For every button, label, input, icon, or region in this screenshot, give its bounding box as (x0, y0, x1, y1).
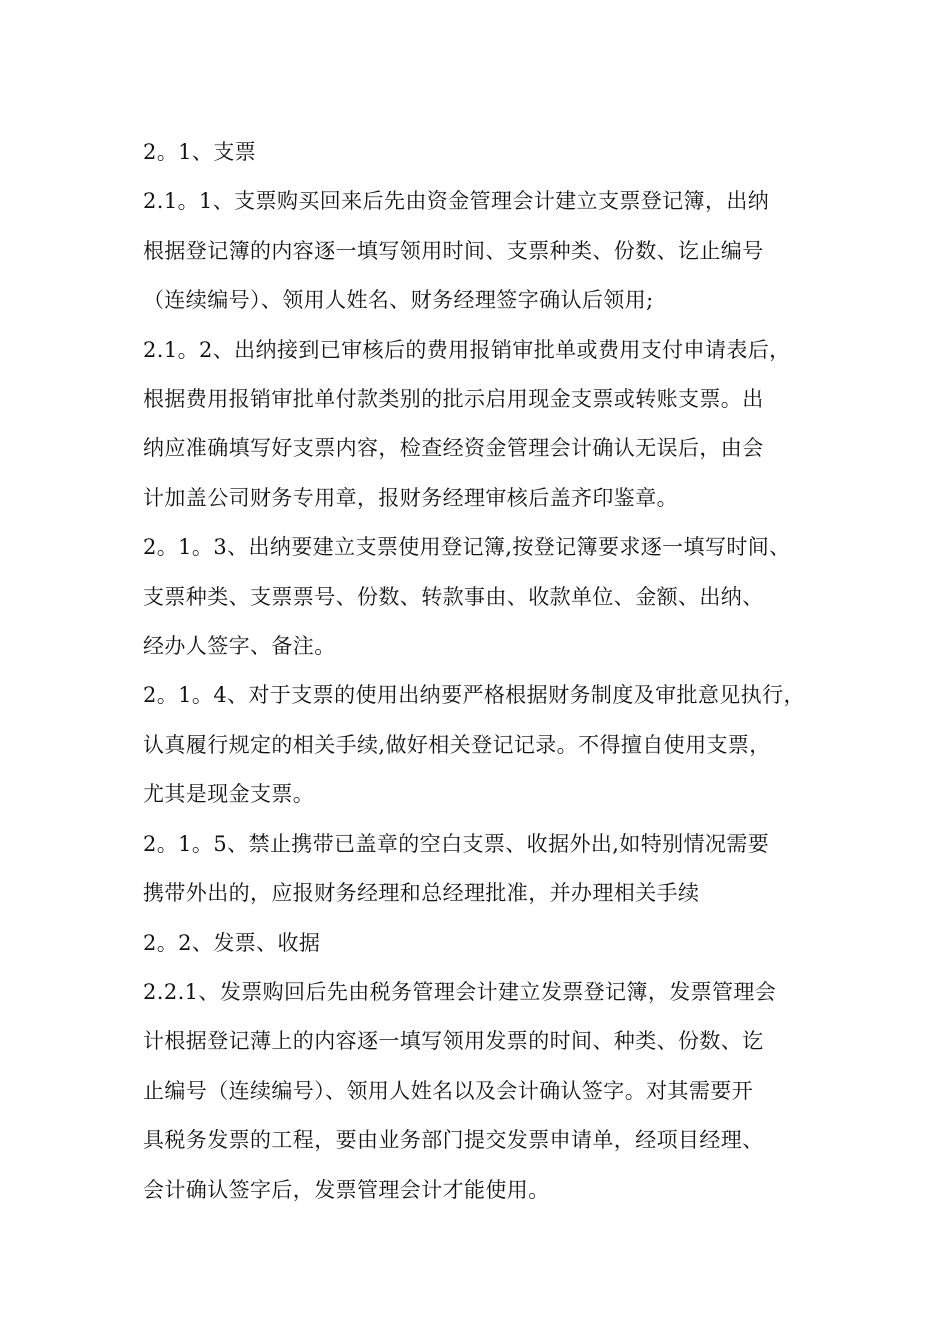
paragraph-line: 根据费用报销审批单付款类别的批示启用现金支票或转账支票。出 (143, 387, 764, 412)
paragraph-line: 止编号（连续编号）、领用人姓名以及会计确认签字。对其需要开 (143, 1078, 754, 1103)
paragraph-line: 2.1。1、支票购买回来后先由资金管理会计建立支票登记簿，出纳 (143, 189, 770, 214)
paragraph-line: 2。1。4、对于支票的使用出纳要严格根据财务制度及审批意见执行， (143, 683, 805, 708)
paragraph-line: 认真履行规定的相关手续,做好相关登记记录。不得擅自使用支票， (143, 732, 771, 757)
paragraph-line: 支票种类、支票票号、份数、转款事由、收款单位、金额、出纳、 (143, 584, 764, 609)
paragraph-line: 2.1。2、出纳接到已审核后的费用报销审批单或费用支付申请表后， (143, 337, 791, 362)
section-heading-2-1: 2。1、支票 (143, 140, 257, 164)
paragraph-line: 2。1。5、禁止携带已盖章的空白支票、收据外出,如特别情况需要 (143, 831, 770, 856)
paragraph-line: 2.2.1、发票购回后先由税务管理会计建立发票登记簿，发票管理会 (143, 979, 777, 1004)
paragraph-line: 2。1。3、出纳要建立支票使用登记簿,按登记簿要求逐一填写时间、 (143, 535, 791, 560)
paragraph-line: 经办人签字、备注。 (143, 634, 336, 659)
paragraph-line: 尤其是现金支票。 (143, 782, 315, 807)
paragraph-line: 纳应准确填写好支票内容，检查经资金管理会计确认无误后，由会 (143, 436, 764, 461)
paragraph-line: 携带外出的，应报财务经理和总经理批准，并办理相关手续 (143, 881, 700, 906)
paragraph-line: 计加盖公司财务专用章，报财务经理审核后盖齐印鉴章。 (143, 485, 678, 510)
paragraph-line: 计根据登记薄上的内容逐一填写领用发票的时间、种类、份数、讫 (143, 1029, 764, 1054)
section-heading-2-2: 2。2、发票、收据 (143, 930, 321, 955)
paragraph-line: 具税务发票的工程，要由业务部门提交发票申请单，经项目经理、 (143, 1128, 764, 1153)
paragraph-line: 根据登记簿的内容逐一填写领用时间、支票种类、份数、讫止编号 (143, 238, 764, 263)
paragraph-line: 会计确认签字后，发票管理会计才能使用。 (143, 1177, 550, 1202)
document-body (143, 128, 823, 1215)
paragraph-line: （连续编号）、领用人姓名、财务经理签字确认后领用; (143, 288, 654, 313)
